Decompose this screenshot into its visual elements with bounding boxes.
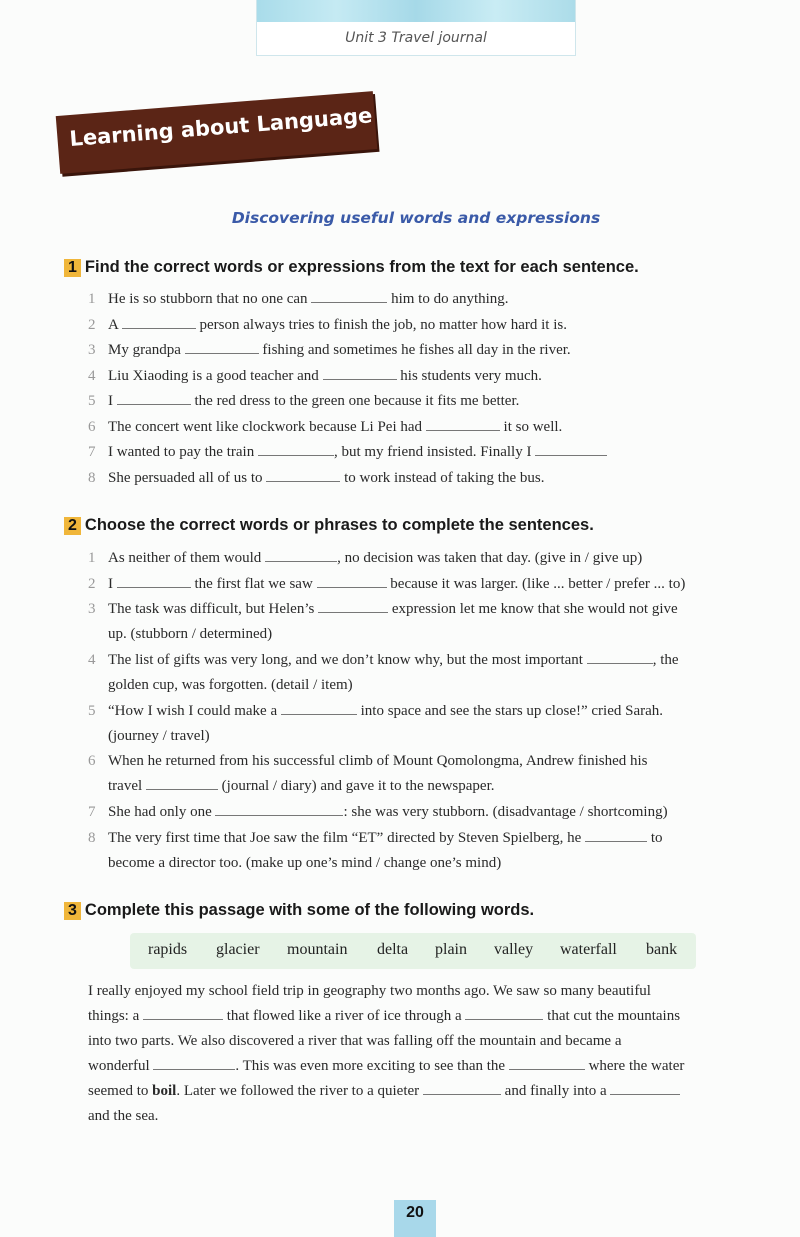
answer-blank[interactable] [318, 601, 388, 613]
word-glacier: glacier [216, 941, 260, 958]
answer-blank[interactable] [153, 1058, 235, 1070]
word-rapids: rapids [148, 941, 188, 958]
answer-blank[interactable] [215, 804, 343, 816]
unit-header-tab [256, 0, 576, 56]
section-3-number: 3 [64, 902, 81, 920]
section-1-number: 1 [64, 259, 81, 277]
section-3-heading [64, 901, 534, 920]
answer-blank[interactable] [587, 652, 653, 664]
answer-blank[interactable] [265, 550, 337, 562]
passage-line-1: I really enjoyed my school field trip in geography two months ago. We saw so many beautiful [88, 983, 651, 999]
answer-blank[interactable] [311, 291, 387, 303]
bold-word-boil: boil [152, 1083, 177, 1099]
section-1-title: Find the correct words or expressions from the text for each sentence. [84, 258, 639, 276]
passage-line-4: wonderful . This was even more exciting to see than the where the water [88, 1058, 685, 1074]
passage-line-5: seemed to boil. Later we followed the river to a quieter and finally into a [88, 1083, 680, 1100]
answer-blank[interactable] [585, 830, 647, 842]
word-bank: bank [646, 941, 678, 958]
passage-line-6: and the sea. [88, 1108, 159, 1124]
section-2-title: Choose the correct words or phrases to complete the sentences. [84, 516, 594, 534]
word-bank [130, 933, 696, 969]
answer-blank[interactable] [535, 444, 607, 456]
word-waterfall: waterfall [560, 941, 617, 958]
answer-blank[interactable] [423, 1083, 501, 1095]
answer-blank[interactable] [317, 576, 387, 588]
answer-blank[interactable] [509, 1058, 585, 1070]
answer-blank[interactable] [185, 342, 259, 354]
header-decorative-strip [257, 0, 575, 22]
banner-title: Learning about Language [68, 103, 374, 152]
section-banner [56, 91, 378, 174]
unit-title: Unit 3 Travel journal [345, 30, 487, 46]
answer-blank[interactable] [610, 1083, 680, 1095]
answer-blank[interactable] [465, 1008, 543, 1020]
answer-blank[interactable] [266, 470, 340, 482]
answer-blank[interactable] [122, 317, 196, 329]
section-2-number: 2 [64, 517, 81, 535]
answer-blank[interactable] [426, 419, 500, 431]
answer-blank[interactable] [143, 1008, 223, 1020]
section-3-title: Complete this passage with some of the following words. [84, 901, 535, 919]
word-delta: delta [377, 941, 409, 958]
answer-blank[interactable] [281, 703, 357, 715]
answer-blank[interactable] [258, 444, 334, 456]
section-1-heading [64, 258, 639, 277]
section-2-heading [64, 516, 594, 535]
page-number: 20 [394, 1200, 436, 1237]
answer-blank[interactable] [117, 576, 191, 588]
passage-line-2: things: a that flowed like a river of ice through a that cut the mountains [88, 1008, 681, 1024]
subtitle: Discovering useful words and expressions [231, 209, 601, 227]
answer-blank[interactable] [117, 393, 191, 405]
word-plain: plain [435, 941, 467, 958]
passage-line-3: into two parts. We also discovered a river that was falling off the mountain and became a [88, 1033, 622, 1049]
word-valley: valley [494, 941, 534, 958]
answer-blank[interactable] [323, 368, 397, 380]
answer-blank[interactable] [146, 778, 218, 790]
word-mountain: mountain [287, 941, 348, 958]
